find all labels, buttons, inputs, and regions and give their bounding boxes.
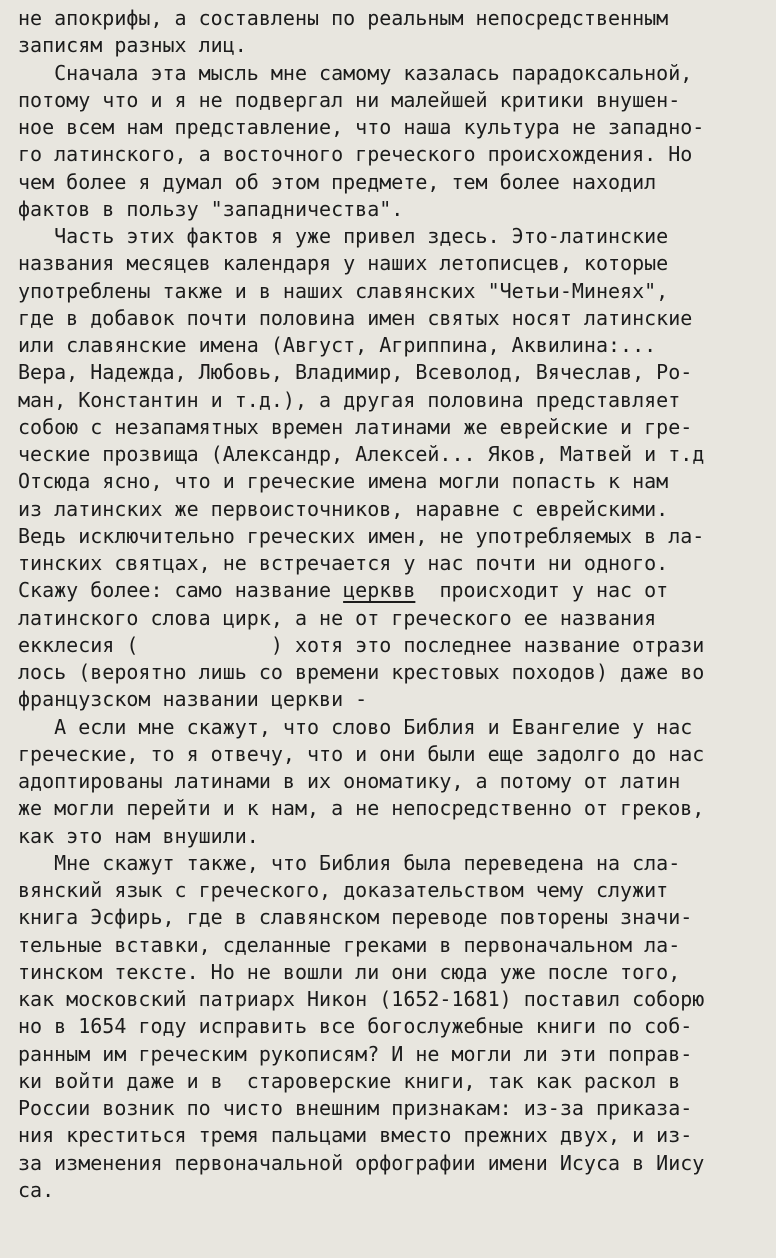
text-line: Отсюда ясно, что и греческие имена могли попасть к нам xyxy=(18,469,669,494)
text-line: Мне скажут также, что Библия была переведена на сла- xyxy=(18,850,681,875)
text-line: где в добавок почти половина имен святых носят латинские xyxy=(18,305,693,330)
text-line: вянский язык с греческого, доказательством чему служит xyxy=(18,878,669,902)
text-line: тинских святцах, не встречается у нас почти ни одного. xyxy=(18,551,669,575)
text-line: книга Эсфирь, где в славянском переводе повторены значи- xyxy=(18,905,693,930)
text-line: Сначала эта мысль мне самому казалась парадоксальной, xyxy=(18,60,693,85)
text-line: А если мне скажут, что слово Библия и Евангелие у нас xyxy=(18,714,693,739)
text-line: ния креститься тремя пальцами вместо прежних двух, и из- xyxy=(18,1123,693,1148)
text-line: Вера, Надежда, Любовь, Владимир, Всеволод, Вячеслав, Ро- xyxy=(18,360,693,385)
text-line: греческие, то я отвечу, что и они были еще задолго до нас xyxy=(18,741,705,766)
text-line: собою с незапамятных времен латинами же еврейские и гре- xyxy=(18,414,693,439)
text-line: России возник по чисто внешним признакам: из-за приказа- xyxy=(18,1096,693,1120)
text-line: же могли перейти и к нам, а не непосредственно от греков, xyxy=(18,796,705,821)
text-line: употреблены также и в наших славянских "Четьи-Минеях", xyxy=(18,278,669,303)
text-line: как это нам внушили. xyxy=(18,823,259,848)
text-line: ранным им греческим рукописям? И не могли ли эти поправ- xyxy=(18,1041,693,1066)
text-line: из латинских же первоисточников, наравне с еврейскими. xyxy=(18,496,669,521)
text-line: фактов в пользу "западничества". xyxy=(18,196,404,221)
text-line: лось (вероятно лишь со времени крестовых походов) даже во xyxy=(18,660,705,684)
text-line: тельные вставки, сделанные греками в первоначальном ла- xyxy=(18,932,681,957)
underlined-word: церквв xyxy=(343,578,416,603)
text-line: но в 1654 году исправить все богослужебные книги по соб- xyxy=(18,1014,693,1039)
text-line: названия месяцев календаря у наших летописцев, которые xyxy=(18,251,669,276)
text-line: как московский патриарх Никон (1652-1681) поставил соборю xyxy=(18,987,705,1011)
text-line: ное всем нам представление, что наша культура не западно- xyxy=(18,115,705,139)
text-line: ки войти даже и в староверские книги, так как раскол в xyxy=(18,1068,681,1093)
text-line: потому что и я не подвергал ни малейшей критики внушен- xyxy=(18,87,681,112)
text-line: за изменения первоначальной орфографии имени Исуса в Иису xyxy=(18,1150,705,1175)
text-line xyxy=(18,576,668,604)
text-line: французском названии церкви - xyxy=(18,687,368,712)
text-segment: Скажу более: само название xyxy=(18,578,344,603)
text-line: ман, Константин и т.д.), а другая половина представляет xyxy=(18,387,681,412)
text-line: не апокрифы, а составлены по реальным непосредственным xyxy=(18,6,669,30)
text-line: адоптированы латинами в их ономатику, а потому от латин xyxy=(18,769,681,793)
text-line: тинском тексте. Но не вошли ли они сюда уже после того, xyxy=(18,959,681,984)
text-segment: происходит у нас от xyxy=(415,578,669,603)
text-line: чем более я думал об этом предмете, тем более находил xyxy=(18,169,657,194)
text-line: записям разных лиц. xyxy=(18,33,247,58)
text-line: Ведь исключительно греческих имен, не употребляемых в ла- xyxy=(18,523,705,548)
text-line: ческие прозвища (Александр, Алексей... Яков, Матвей и т.д xyxy=(18,442,705,466)
text-line: са. xyxy=(18,1177,55,1202)
text-line: Часть этих фактов я уже привел здесь. Это-латинские xyxy=(18,224,669,248)
text-line: или славянские имена (Август, Агриппина, Аквилина:... xyxy=(18,333,657,357)
text-line: екклесия ( ) хотя это последнее название отрази xyxy=(18,632,705,657)
text-line: латинского слова цирк, а не от греческого ее названия xyxy=(18,605,657,630)
text-line: го латинского, а восточного греческого происхождения. Но xyxy=(18,142,693,167)
